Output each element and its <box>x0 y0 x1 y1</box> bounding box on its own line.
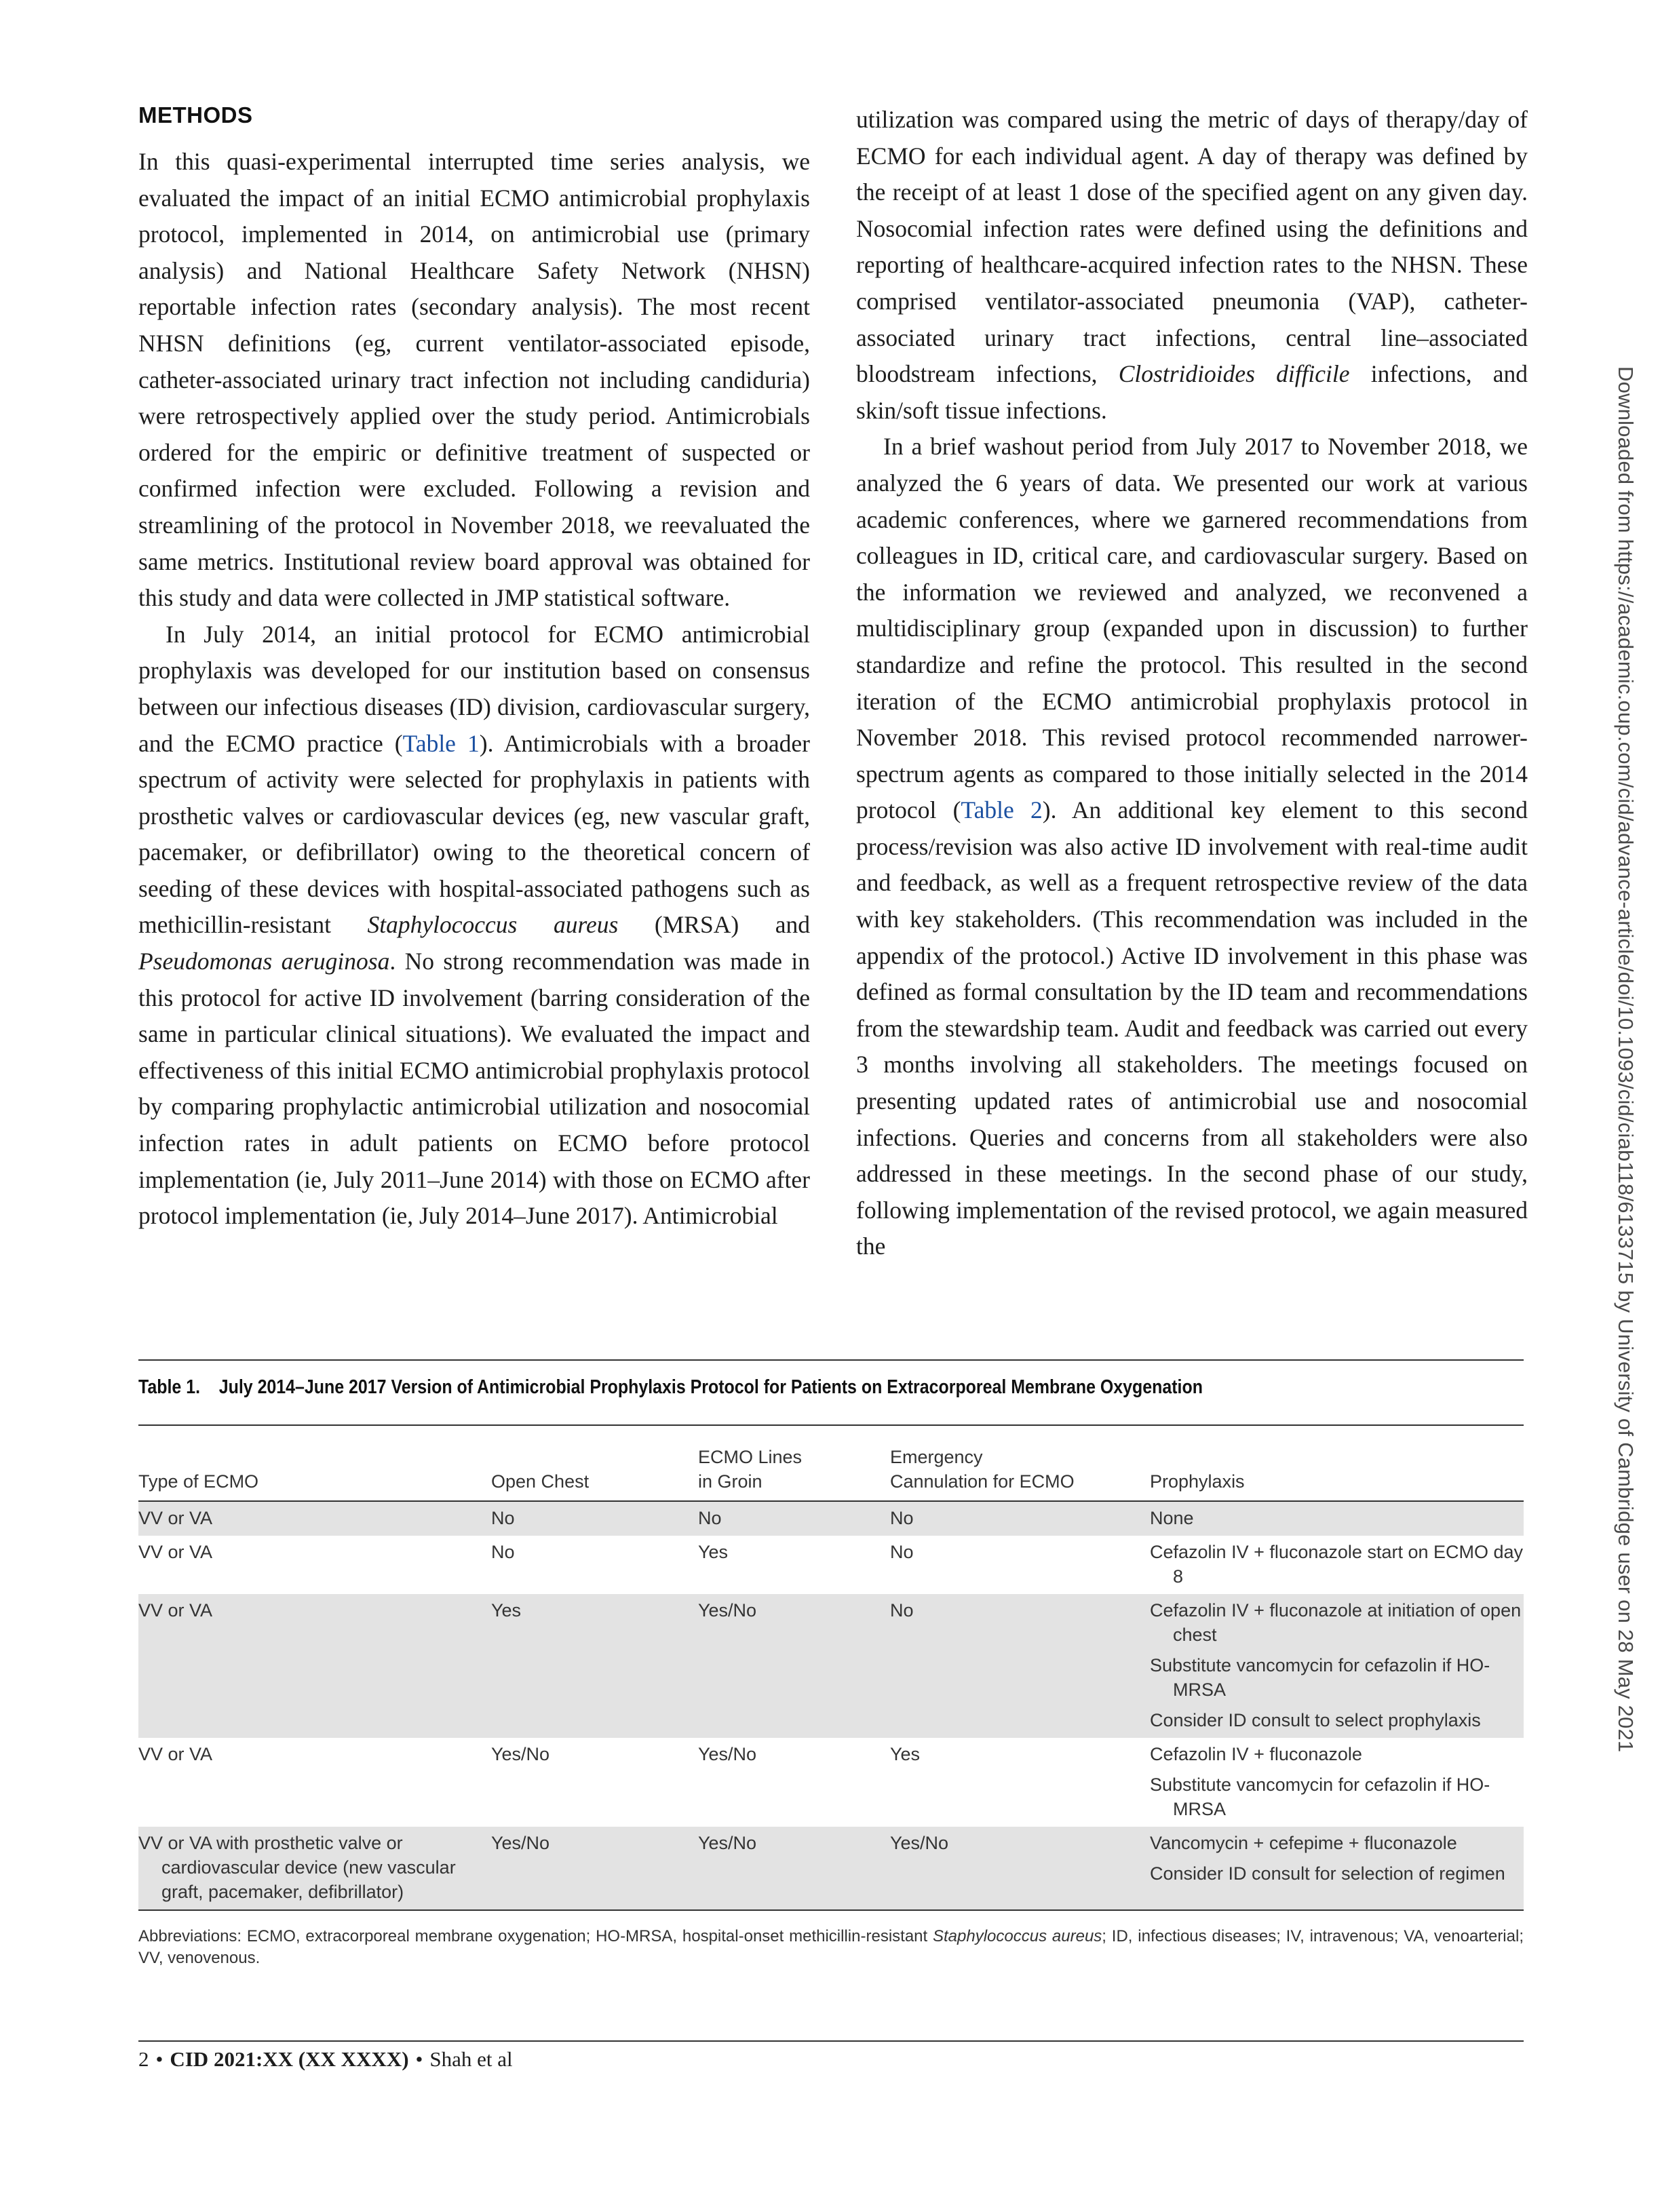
page-footer <box>138 2043 513 2076</box>
download-side-note <box>1613 366 1640 1994</box>
cell-type: VV or VA <box>138 1501 491 1536</box>
cell-groin: No <box>698 1501 890 1536</box>
cell-type: VV or VA with prosthetic valve or cardiovascular device (new vascular graft, pacemaker, defibrillator) <box>138 1827 491 1910</box>
table-1-link[interactable]: Table 1 <box>402 729 480 757</box>
methods-paragraph-2: In July 2014, an initial protocol for ECMO antimicrobial prophylaxis was developed for our institution based on consensus between our infectious diseases (ID) division, cardiovascular surgery, and the ECMO practice (Table 1). Antimicrobials with a broader spectrum of activity were selected for prophylaxis in patients with prosthetic valves or cardiovascular devices (eg, new vascular graft, pacemaker, or defibrillator) owing to the theoretical concern of seeding of these devices with hospital-associated pathogens such as methicillin-resistant Staphylococcus aureus (MRSA) and Pseudomonas aeruginosa. No strong recommendation was made in this protocol for active ID involvement (barring consideration of the same in particular clinical situations). We evaluated the impact and effectiveness of this initial ECMO antimicrobial prophylaxis protocol by comparing prophylactic antimicrobial utilization and nosocomial infection rates in adult patients on ECMO before protocol implementation (ie, July 2011–June 2014) with those on ECMO after protocol implementation (ie, July 2014–June 2017). Antimicrobial <box>138 620 811 1230</box>
cell-prophylaxis: None <box>1150 1501 1524 1536</box>
footer-rule <box>138 2040 1524 2042</box>
cell-prophylaxis: Vancomycin + cefepime + fluconazole Consider ID consult for selection of regimen <box>1150 1827 1524 1910</box>
cell-open-chest: Yes <box>491 1594 698 1738</box>
table-title: Table 1. July 2014–June 2017 Version of Antimicrobial Prophylaxis Protocol for Patients on Extracorporeal Membrane Oxygenation <box>138 1376 1203 1398</box>
table-row <box>138 1501 1524 1536</box>
methods-paragraph-1: In this quasi-experimental interrupted time series analysis, we evaluated the impact of an initial ECMO antimicrobial prophylaxis protocol, implemented in 2014, on antimicrobial use (primary analysis) and National Healthcare Safety Network (NHSN) reportable infection rates (secondary analysis). The most recent NHSN definitions (eg, current ventilator-associated episode, catheter-associated urinary tract infection not including candiduria) were retrospectively applied over the study period. Antimicrobials ordered for the empiric or definitive treatment of suspected or confirmed infection were excluded. Following a revision and streamlining of the protocol in November 2018, we reevaluated the same metrics. Institutional review board approval was obtained for this study and data were collected in JMP statistical software. <box>138 148 810 612</box>
cell-emergency: No <box>890 1542 914 1562</box>
cell-emergency: No <box>890 1594 1150 1738</box>
cell-prophylaxis: Cefazolin IV + fluconazole start on ECMO day 8 <box>1150 1542 1524 1587</box>
header-emergency-cannulation: Emergency Cannulation for ECMO <box>890 1426 1150 1501</box>
cell-emergency: Yes <box>890 1744 921 1764</box>
cell-groin: Yes <box>698 1542 729 1562</box>
cell-open-chest: No <box>491 1542 515 1562</box>
table-row <box>138 1827 1524 1910</box>
journal-citation: CID 2021:XX (XX XXXX) <box>170 2047 409 2071</box>
cell-groin: Yes/No <box>698 1744 757 1764</box>
bullet-separator: • <box>155 2047 163 2071</box>
header-prophylaxis: Prophylaxis <box>1150 1426 1524 1501</box>
table-header-row <box>138 1426 1524 1501</box>
left-column <box>138 102 810 1235</box>
bullet-separator: • <box>415 2047 423 2071</box>
download-side-note-text: Downloaded from https://academic.oup.com/cid/advance-article/doi/10.1093/cid/ciab118/6133715 by University of Cambridge user on 28 May 2021 <box>1614 366 1638 1753</box>
cell-type: VV or VA <box>138 1744 213 1764</box>
prophylaxis-protocol-table <box>138 1426 1524 1911</box>
table-row <box>138 1594 1524 1738</box>
cell-prophylaxis: Cefazolin IV + fluconazole Substitute vancomycin for cefazolin if HO-MRSA <box>1150 1744 1490 1819</box>
cell-type: VV or VA <box>138 1542 213 1562</box>
methods-paragraph-3: utilization was compared using the metric of days of therapy/day of ECMO for each individual agent. A day of therapy was defined by the receipt of at least 1 dose of the specified agent on any given day. Nosocomial infection rates were defined using the definitions and reporting of healthcare-acquired infection rates to the NHSN. These comprised ventilator-associated pneumonia (VAP), catheter-associated urinary tract infections, central line–associated bloodstream infections, Clostridioides difficile infections, and skin/soft tissue infections. <box>856 106 1528 424</box>
table-row <box>138 1536 1524 1594</box>
header-ecmo-lines-in-groin: ECMO Lines in Groin <box>698 1426 890 1501</box>
table-row <box>138 1738 1524 1827</box>
table-1 <box>138 1359 1524 1969</box>
cell-emergency: Yes/No <box>890 1827 1150 1910</box>
table-footnote: Abbreviations: ECMO, extracorporeal membrane oxygenation; HO-MRSA, hospital-onset methicillin-resistant Staphylococcus aureus; ID, infectious diseases; IV, intravenous; VA, venoarterial; VV, venovenous. <box>138 1927 1524 1967</box>
cell-prophylaxis: Cefazolin IV + fluconazole at initiation of open chest Substitute vancomycin for cefazolin if HO-MRSA Consider ID consult to select prophylaxis <box>1150 1594 1524 1738</box>
cell-groin: Yes/No <box>698 1594 890 1738</box>
cell-emergency: No <box>890 1501 1150 1536</box>
cell-type: VV or VA <box>138 1594 491 1738</box>
table-2-link[interactable]: Table 2 <box>961 796 1043 824</box>
page-number: 2 <box>138 2047 149 2071</box>
methods-paragraph-4: In a brief washout period from July 2017 to November 2018, we analyzed the 6 years of data. We presented our work at various academic conferences, where we garnered recommendations from colleagues in ID, critical care, and cardiovascular surgery. Based on the information we reviewed and analyzed, we reconvened a multidisciplinary group (expanded upon in discussion) to further standardize and refine the protocol. This resulted in the second iteration of the ECMO antimicrobial prophylaxis protocol in November 2018. This revised protocol recommended narrower-spectrum agents as compared to those initially selected in the 2014 protocol (Table 2). An additional key element to this second process/revision was also active ID involvement with real-time audit and feedback, as well as a frequent retrospective review of the data with key stakeholders. (This recommendation was included in the appendix of the protocol.) Active ID involvement in this phase was defined as formal consultation by the ID team and recommendations from the stewardship team. Audit and feedback was carried out every 3 months involving all stakeholders. The meetings focused on presenting updated rates of antimicrobial use and nosocomial infections. Queries and concerns from all stakeholders were also addressed in these meetings. In the second phase of our study, following implementation of the revised protocol, we again measured the <box>856 433 1528 1260</box>
right-column <box>856 102 1528 1265</box>
cell-groin: Yes/No <box>698 1827 890 1910</box>
cell-open-chest: No <box>491 1501 698 1536</box>
section-heading-methods: METHODS <box>138 102 253 128</box>
running-authors: Shah et al <box>429 2047 513 2071</box>
header-open-chest: Open Chest <box>491 1426 698 1501</box>
cell-open-chest: Yes/No <box>491 1744 550 1764</box>
cell-open-chest: Yes/No <box>491 1827 698 1910</box>
header-type-of-ecmo: Type of ECMO <box>138 1426 491 1501</box>
